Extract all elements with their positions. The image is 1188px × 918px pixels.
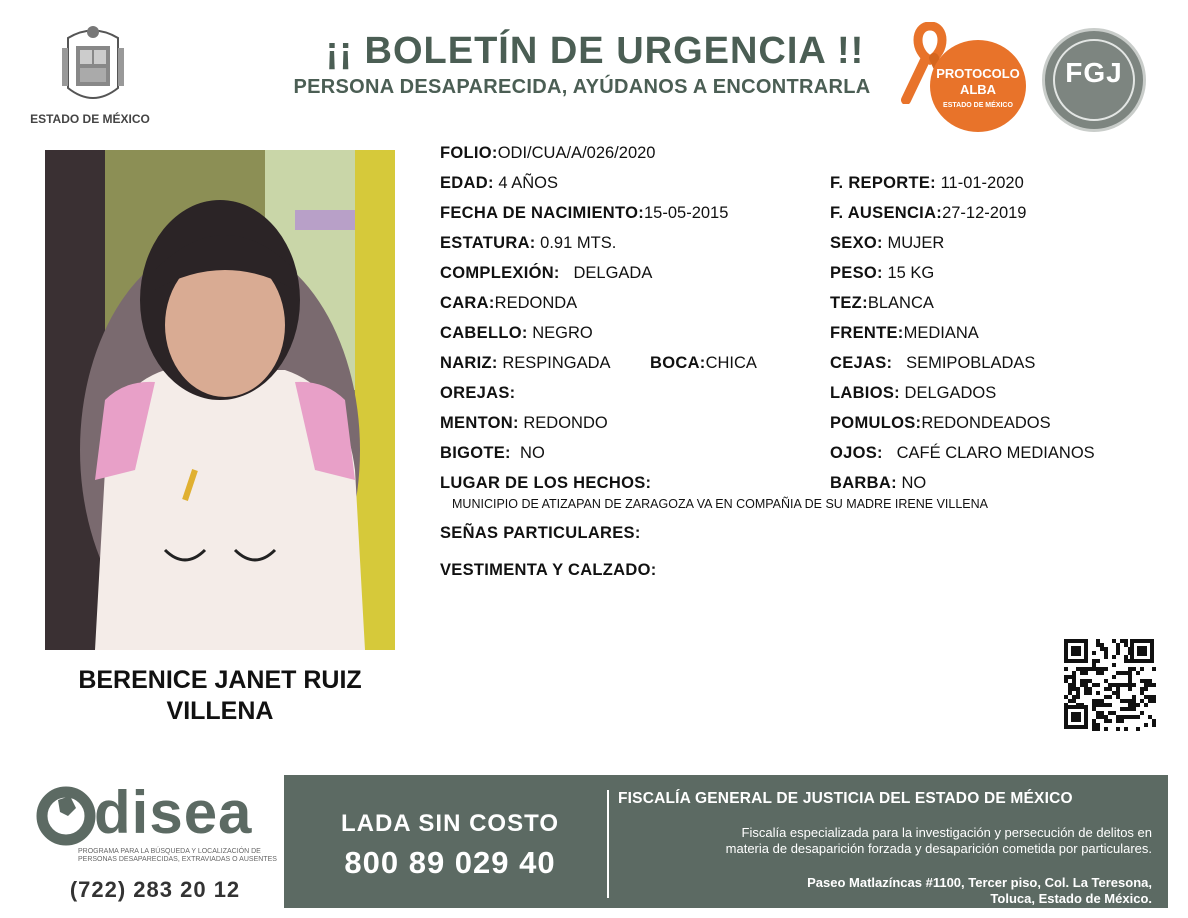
field-pomulos: POMULOS:REDONDEADOS: [830, 414, 1051, 432]
state-label: ESTADO DE MÉXICO: [30, 112, 150, 126]
field-fecha-nacimiento: FECHA DE NACIMIENTO:15-05-2015: [440, 204, 729, 222]
field-cara: CARA:REDONDA: [440, 294, 578, 312]
field-lugar-hechos: LUGAR DE LOS HECHOS:: [440, 474, 652, 492]
agency-address-line2: Toluca, Estado de México.: [990, 891, 1152, 906]
field-boca: BOCA:CHICA: [650, 354, 757, 372]
field-edad: EDAD: 4 AÑOS: [440, 174, 558, 192]
agency-address: [612, 875, 1152, 907]
field-complexion: COMPLEXIÓN: DELGADA: [440, 264, 653, 282]
field-folio: FOLIO:ODI/CUA/A/026/2020: [440, 144, 656, 162]
local-phone[interactable]: (722) 283 20 12: [69, 877, 241, 902]
agency-description-line1: Fiscalía especializada para la investigación y persecución de delitos en: [741, 825, 1152, 840]
field-tez: TEZ:BLANCA: [830, 294, 934, 312]
fgj-seal-text: FGJ: [1065, 57, 1123, 88]
agency-name: FISCALÍA GENERAL DE JUSTICIA DEL ESTADO DE MÉXICO: [618, 790, 1073, 807]
field-lugar-hechos-value: MUNICIPIO DE ATIZAPAN DE ZARAGOZA VA EN COMPAÑIA DE SU MADRE IRENE VILLENA: [452, 497, 988, 511]
agency-address-line1: Paseo Matlazíncas #1100, Tercer piso, Col. La Teresona,: [807, 875, 1152, 890]
bulletin-subtitle: PERSONA DESAPARECIDA, AYÚDANOS A ENCONTRARLA: [293, 76, 871, 98]
field-vestimenta: VESTIMENTA Y CALZADO:: [440, 561, 657, 579]
odisea-description: PROGRAMA PARA LA BÚSQUEDA Y LOCALIZACIÓN DE PERSONAS DESAPARECIDAS, EXTRAVIADAS O AUSENTES: [78, 848, 277, 863]
field-labios: LABIOS: DELGADOS: [830, 384, 997, 402]
person-name-line1: BERENICE JANET RUIZ: [78, 666, 362, 694]
field-orejas: OREJAS:: [440, 384, 516, 402]
alba-line2: ALBA: [959, 82, 997, 97]
field-cejas: CEJAS: SEMIPOBLADAS: [830, 354, 1036, 372]
field-bigote: BIGOTE: NO: [440, 444, 545, 462]
field-senas: SEÑAS PARTICULARES:: [440, 524, 641, 542]
missing-person-photo: [45, 150, 395, 650]
field-menton: MENTON: REDONDO: [440, 414, 608, 432]
agency-description: [612, 825, 1152, 857]
edomex-coat-of-arms-icon: [48, 18, 138, 110]
agency-description-line2: materia de desaparición forzada y desaparición cometida por particulares.: [725, 841, 1152, 856]
protocolo-alba-logo: [930, 40, 1026, 132]
fgj-seal-icon: [1042, 28, 1146, 132]
person-name: [40, 665, 400, 727]
bulletin-title: ¡¡ BOLETÍN DE URGENCIA !!: [325, 30, 865, 72]
field-barba: BARBA: NO: [830, 474, 927, 492]
alba-line1: PROTOCOLO: [936, 66, 1020, 81]
band-divider: [607, 790, 609, 898]
odisea-brand: disea: [94, 779, 253, 846]
field-peso: PESO: 15 KG: [830, 264, 935, 282]
lada-number[interactable]: 800 89 029 40: [344, 845, 556, 880]
field-reporte: F. REPORTE: 11-01-2020: [830, 174, 1024, 192]
field-ojos: OJOS: CAFÉ CLARO MEDIANOS: [830, 444, 1095, 462]
field-estatura: ESTATURA: 0.91 MTS.: [440, 234, 617, 252]
field-frente: FRENTE:MEDIANA: [830, 324, 979, 342]
field-nariz: NARIZ: RESPINGADA: [440, 354, 611, 372]
field-cabello: CABELLO: NEGRO: [440, 324, 593, 342]
qr-code-icon[interactable]: [1062, 637, 1156, 731]
alba-line3: ESTADO DE MÉXICO: [943, 102, 1013, 109]
person-name-line2: VILLENA: [166, 697, 274, 725]
lada-label: LADA SIN COSTO: [340, 810, 559, 837]
field-sexo: SEXO: MUJER: [830, 234, 945, 252]
field-ausencia: F. AUSENCIA:27-12-2019: [830, 204, 1027, 222]
